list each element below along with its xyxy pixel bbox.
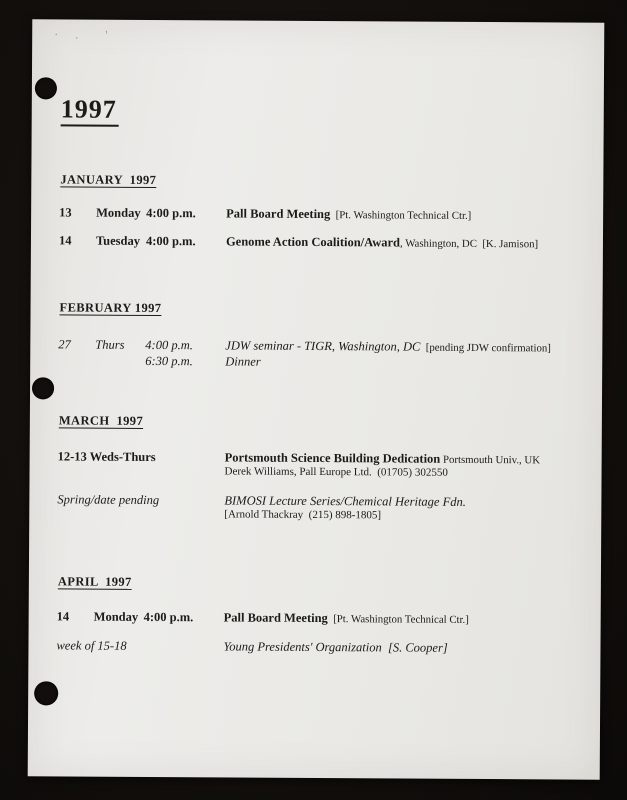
schedule-entry-continuation (30, 353, 602, 372)
entry-day: Tuesday (95, 233, 141, 248)
schedule-entry-detail (29, 507, 601, 526)
entry-note: [Pt. Washington Technical Ctr.] (327, 613, 469, 626)
entry-note: Portsmouth Univ., UK (440, 453, 541, 467)
entry-time: 4:00 p.m. (145, 337, 193, 353)
hole-punch-icon (35, 77, 57, 99)
entry-event: BIMOSI Lecture Series/Chemical Heritage Fdn. (224, 493, 466, 509)
entry-description (225, 338, 551, 355)
section-heading-april: APRIL 1997 (57, 574, 132, 589)
entry-date-range: week of 15-18 (56, 638, 127, 653)
schedule-entry (31, 233, 603, 252)
entry-time: 4:00 p.m. (143, 609, 194, 625)
schedule-entry (31, 205, 603, 224)
entry-note: [Pt. Washington Technical Ctr.] (330, 209, 472, 222)
schedule-entry (28, 638, 600, 657)
entry-date-range: 12-13 Weds-Thurs (57, 449, 156, 465)
entry-day: Thurs (95, 337, 125, 352)
entry-day: Monday (93, 609, 139, 624)
hole-punch-icon (34, 681, 58, 705)
entry-description (224, 610, 469, 626)
entry-note: [pending JDW confirmation] (420, 341, 551, 355)
entry-event: JDW seminar - TIGR, Washington, DC (225, 338, 421, 354)
schedule-entry-detail (30, 464, 602, 483)
schedule-entry (29, 609, 601, 628)
entry-time: 4:00 p.m. (145, 233, 196, 249)
entry-event: Portsmouth Science Building Dedication (224, 450, 441, 466)
section-heading-march: MARCH 1997 (58, 413, 144, 428)
pencil-marks: · . ' (54, 27, 115, 42)
section-heading-february: FEBRUARY 1997 (59, 300, 162, 316)
entry-date-range: Spring/date pending (57, 492, 160, 508)
calendar-page (28, 19, 605, 779)
section-heading-january: JANUARY 1997 (60, 172, 157, 188)
entry-date: 14 (56, 609, 70, 624)
page-title-year: 1997 (61, 95, 119, 126)
entry-event: Dinner (225, 354, 261, 369)
entry-time: 6:30 p.m. (145, 353, 193, 369)
entry-description (226, 206, 471, 222)
entry-date: 27 (58, 337, 71, 352)
hole-punch-icon (32, 377, 54, 399)
entry-day: Monday (96, 205, 141, 220)
entry-date: 14 (58, 233, 72, 248)
entry-date: 13 (59, 205, 72, 220)
entry-event: Young Presidents' Organization [S. Cooper] (223, 639, 448, 655)
entry-description (226, 234, 538, 251)
entry-event: Pall Board Meeting (226, 206, 331, 222)
entry-note: , Washington, DC [K. Jamison] (399, 237, 539, 251)
entry-event: Genome Action Coalition/Award (225, 234, 401, 250)
entry-contact: [Arnold Thackray (215) 898-1805] (224, 508, 382, 522)
entry-event: Pall Board Meeting (223, 610, 328, 626)
entry-contact: Derek Williams, Pall Europe Ltd. (01705) 302550 (224, 465, 448, 479)
entry-time: 4:00 p.m. (146, 205, 196, 221)
